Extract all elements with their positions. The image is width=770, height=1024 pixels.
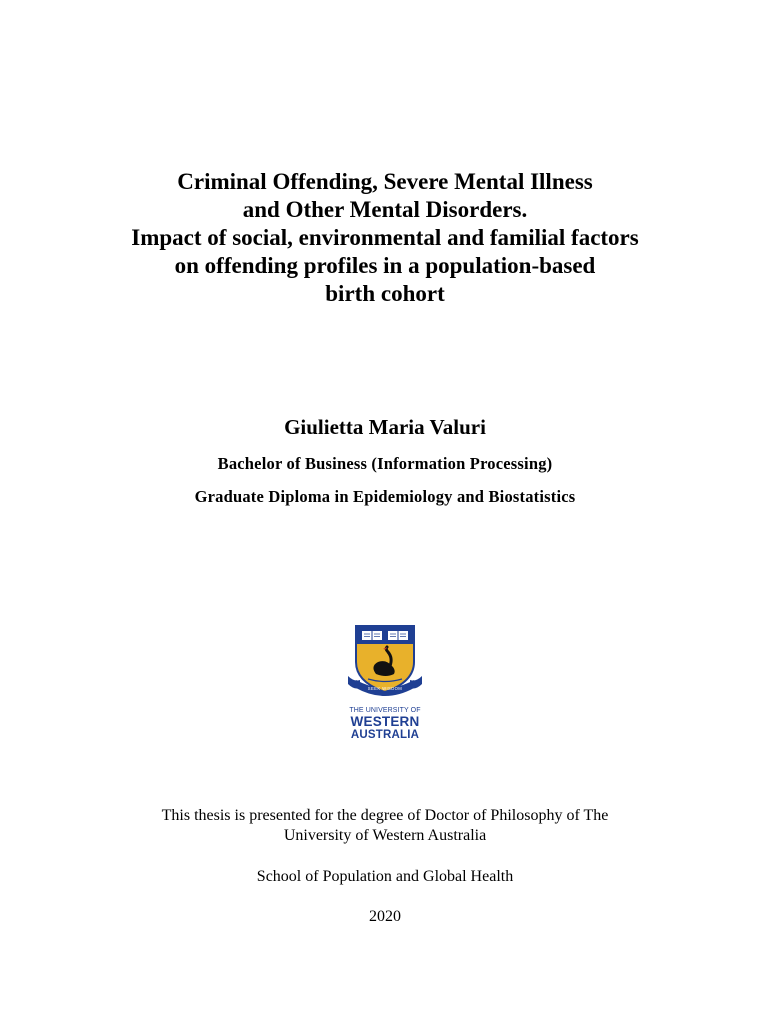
degree-bachelor: Bachelor of Business (Information Processing) [217,454,553,473]
title-line-1: Criminal Offending, Severe Mental Illness [177,169,593,194]
author-name: Giulietta Maria Valuri [284,415,486,439]
wordmark-line-3: AUSTRALIA [350,729,420,741]
title-line-5: birth cohort [325,281,445,306]
degree-statement [0,806,770,846]
university-logo [346,622,424,746]
title-line-3: Impact of social, environmental and familial factors [131,225,639,250]
statement-line-1: This thesis is presented for the degree of Doctor of Philosophy of The [161,807,609,824]
motto-text: SEEK WISDOM [367,686,403,691]
degree-graduate-diploma: Graduate Diploma in Epidemiology and Biostatistics [194,487,576,506]
statement-line-2: University of Western Australia [283,827,487,844]
wordmark-line-1: THE UNIVERSITY OF [349,707,421,714]
thesis-title [0,168,770,308]
title-line-4: on offending profiles in a population-based [174,253,596,278]
year: 2020 [369,908,401,925]
school-name: School of Population and Global Health [256,868,514,885]
wordmark-line-2: WESTERN [350,714,420,729]
title-line-2: and Other Mental Disorders. [242,197,528,222]
university-wordmark [340,706,430,741]
crest-icon [346,622,424,700]
